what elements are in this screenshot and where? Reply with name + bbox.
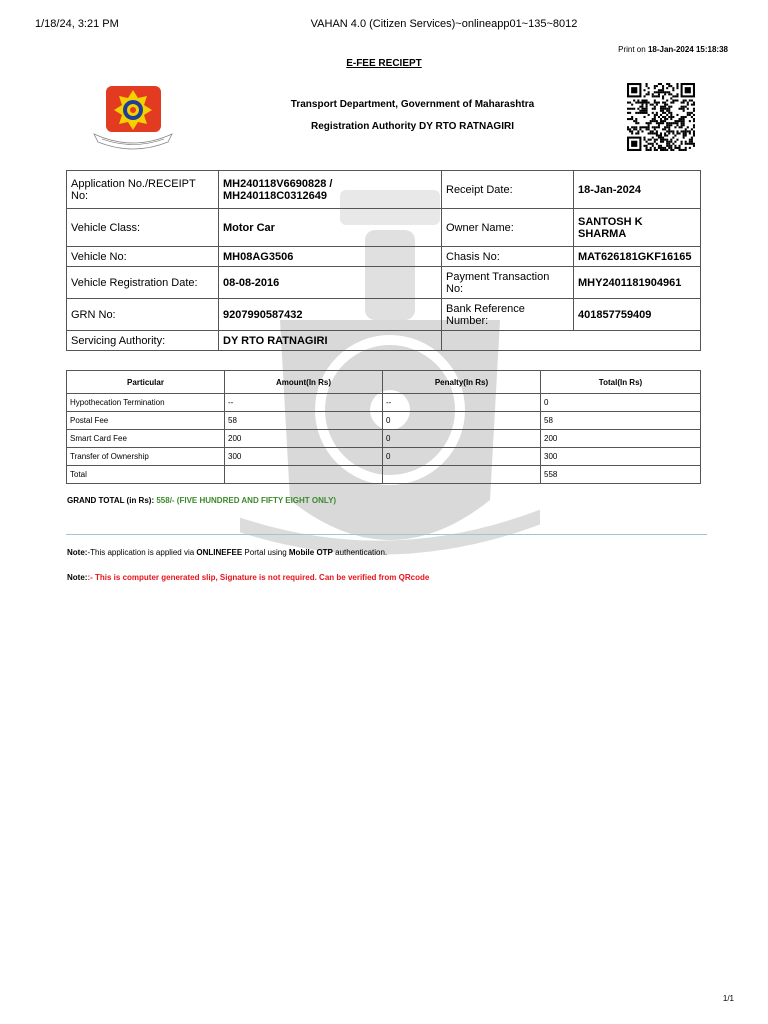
- org-line-2: Registration Authority DY RTO RATNAGIRI: [311, 121, 514, 132]
- table-row: [67, 247, 701, 267]
- note-signature: Note::- This is computer generated slip, Signature is not required. Can be verified from QRcode: [67, 573, 430, 582]
- vehicle-info-table: [66, 170, 701, 351]
- fee-cell: 0: [541, 394, 701, 412]
- table-row: [67, 209, 701, 247]
- print-datetime: 1/18/24, 3:21 PM: [35, 18, 119, 30]
- empty-cell: [442, 331, 701, 351]
- table-row: [67, 171, 701, 209]
- bank-ref-label: Bank Reference Number:: [442, 299, 574, 331]
- table-row: [67, 331, 701, 351]
- fee-cell: Transfer of Ownership: [67, 448, 225, 466]
- page-number: 1/1: [722, 994, 734, 1003]
- owner-name-label: Owner Name:: [442, 209, 574, 247]
- fee-cell: 0: [383, 448, 541, 466]
- payment-txn-value: MHY2401181904961: [574, 267, 701, 299]
- registration-date-label: Vehicle Registration Date:: [67, 267, 219, 299]
- application-no-label: Application No./RECEIPT No:: [67, 171, 219, 209]
- fee-table: [66, 370, 701, 484]
- fee-cell: Total: [67, 466, 225, 484]
- table-row: [67, 267, 701, 299]
- qr-code-icon: [627, 83, 695, 151]
- maharashtra-emblem-icon: [88, 84, 178, 150]
- fee-cell: 200: [225, 430, 383, 448]
- receipt-title: E-FEE RECIEPT: [346, 58, 422, 69]
- servicing-authority-label: Servicing Authority:: [67, 331, 219, 351]
- fee-cell: 0: [383, 412, 541, 430]
- chasis-no-value: MAT626181GKF16165: [574, 247, 701, 267]
- vehicle-no-value: MH08AG3506: [219, 247, 442, 267]
- table-row: [67, 430, 701, 448]
- divider: [66, 534, 707, 535]
- table-row: [67, 394, 701, 412]
- fee-cell: 0: [383, 430, 541, 448]
- servicing-authority-value: DY RTO RATNAGIRI: [219, 331, 442, 351]
- col-total: Total(In Rs): [541, 371, 701, 394]
- fee-header-row: [67, 371, 701, 394]
- grand-total: GRAND TOTAL (in Rs): 558/- (FIVE HUNDRED AND FIFTY EIGHT ONLY): [67, 496, 337, 505]
- fee-cell: 58: [225, 412, 383, 430]
- table-row: [67, 299, 701, 331]
- fee-cell: 58: [541, 412, 701, 430]
- receipt-date-label: Receipt Date:: [442, 171, 574, 209]
- fee-cell: 300: [225, 448, 383, 466]
- table-row: [67, 466, 701, 484]
- fee-cell: 558: [541, 466, 701, 484]
- fee-cell: [225, 466, 383, 484]
- fee-cell: 200: [541, 430, 701, 448]
- col-amount: Amount(In Rs): [225, 371, 383, 394]
- vehicle-no-label: Vehicle No:: [67, 247, 219, 267]
- col-particular: Particular: [67, 371, 225, 394]
- page-title: VAHAN 4.0 (Citizen Services)~onlineapp01~135~8012: [310, 18, 578, 30]
- payment-txn-label: Payment Transaction No:: [442, 267, 574, 299]
- grn-no-label: GRN No:: [67, 299, 219, 331]
- chasis-no-label: Chasis No:: [442, 247, 574, 267]
- print-on: Print on 18-Jan-2024 15:18:38: [618, 45, 728, 54]
- col-penalty: Penalty(In Rs): [383, 371, 541, 394]
- fee-cell: Smart Card Fee: [67, 430, 225, 448]
- application-no-value: MH240118V6690828 / MH240118C0312649: [219, 171, 442, 209]
- vehicle-class-label: Vehicle Class:: [67, 209, 219, 247]
- fee-cell: [383, 466, 541, 484]
- fee-cell: Postal Fee: [67, 412, 225, 430]
- owner-name-value: SANTOSH K SHARMA: [574, 209, 701, 247]
- note-otp: Note:-This application is applied via ONLINEFEE Portal using Mobile OTP authentication.: [67, 548, 388, 557]
- vehicle-class-value: Motor Car: [219, 209, 442, 247]
- grn-no-value: 9207990587432: [219, 299, 442, 331]
- org-line-1: Transport Department, Government of Maharashtra: [290, 99, 535, 110]
- fee-cell: --: [383, 394, 541, 412]
- receipt-date-value: 18-Jan-2024: [574, 171, 701, 209]
- fee-cell: --: [225, 394, 383, 412]
- fee-cell: 300: [541, 448, 701, 466]
- table-row: [67, 448, 701, 466]
- registration-date-value: 08-08-2016: [219, 267, 442, 299]
- table-row: [67, 412, 701, 430]
- fee-cell: Hypothecation Termination: [67, 394, 225, 412]
- bank-ref-value: 401857759409: [574, 299, 701, 331]
